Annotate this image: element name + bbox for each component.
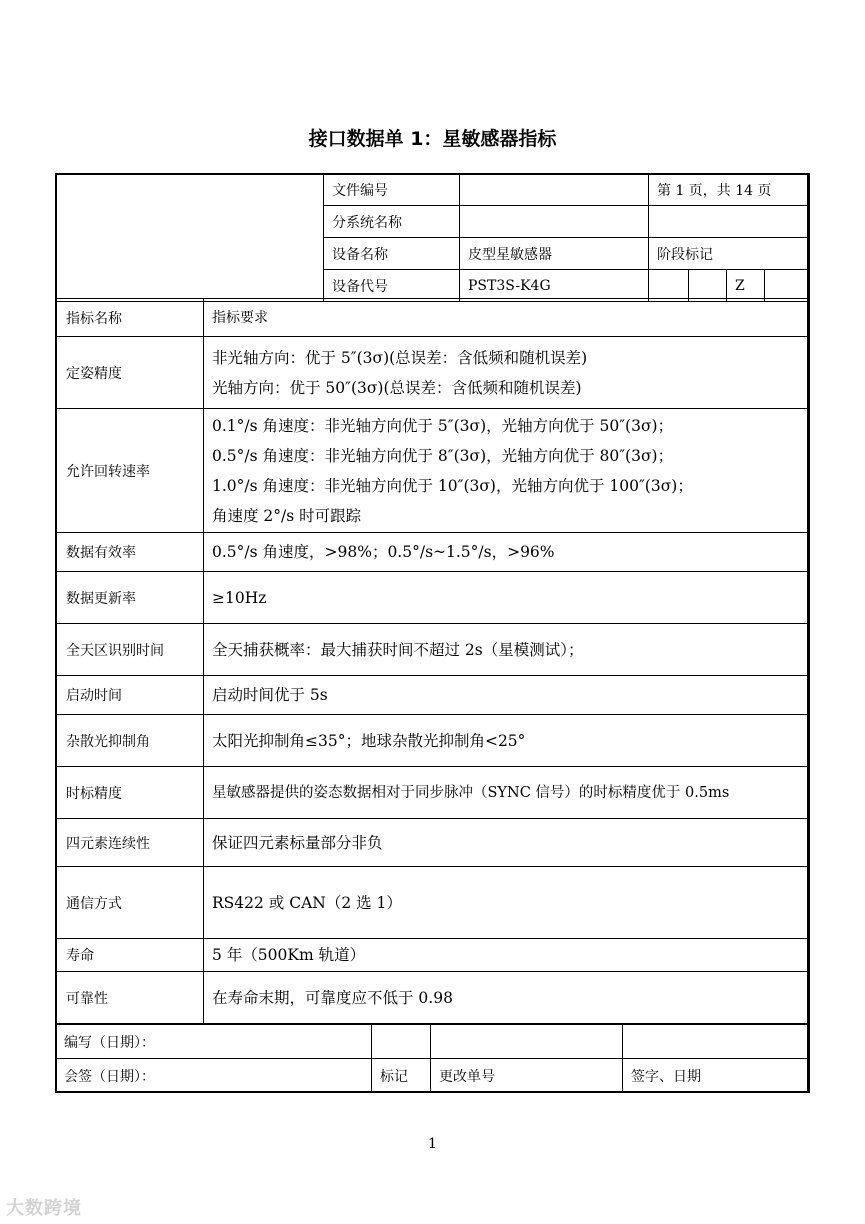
spec-requirement [204,409,810,533]
spec-name: 启动时间 [56,676,204,715]
stage-cell-2 [689,270,727,302]
subsystem-value [460,206,649,238]
header-table [55,173,810,302]
sign-date-label: 签字、日期 [623,1059,810,1093]
device-code-label: 设备代号 [324,270,460,302]
subsystem-label: 分系统名称 [324,206,460,238]
mark-label: 标记 [372,1059,431,1093]
signoff-table [55,1024,810,1093]
spec-requirement: 5 年（500Km 轨道） [204,939,810,972]
spec-name: 四元素连续性 [56,819,204,867]
spec-line: 1.0°/s 角速度：非光轴方向优于 10″(3σ)，光轴方向优于 100″(3σ)； [212,476,693,495]
stage-cell-4 [765,270,810,302]
spec-requirement: 在寿命末期，可靠度应不低于 0.98 [204,972,810,1024]
author-label: 编写（日期）： [56,1025,372,1059]
spec-requirement: 启动时间优于 5s [204,676,810,715]
spec-requirement: ≥10Hz [204,572,810,624]
blank-cell [623,1025,810,1059]
stage-cell-1 [649,270,689,302]
spec-name: 数据有效率 [56,533,204,572]
device-name-value: 皮型星敏感器 [460,238,649,270]
stage-label: 阶段标记 [649,238,810,270]
blank-cell [431,1025,623,1059]
change-no-label: 更改单号 [431,1059,623,1093]
page-number: 1 [428,1136,437,1152]
spec-name: 全天区识别时间 [56,624,204,676]
spec-name: 可靠性 [56,972,204,1024]
spec-table [55,298,810,1024]
spec-requirement: 星敏感器提供的姿态数据相对于同步脉冲（SYNC 信号）的时标精度优于 0.5ms [204,767,810,819]
subsystem-extra [649,206,810,238]
spec-requirement [204,337,810,409]
spec-name: 时标精度 [56,767,204,819]
spec-name: 通信方式 [56,867,204,939]
spec-requirement: 保证四元素标量部分非负 [204,819,810,867]
spec-line: 光轴方向：优于 50″(3σ)(总误差：含低频和随机误差) [212,378,582,397]
spec-col-name: 指标名称 [56,299,204,337]
header-blank-cell [56,174,324,302]
stage-value: Z [727,270,765,302]
page-title: 接口数据单 1：星敏感器指标 [308,128,557,150]
spec-line: 非光轴方向：优于 5″(3σ)(总误差：含低频和随机误差) [212,348,588,367]
watermark: 大数跨境 [6,1198,82,1219]
spec-name: 杂散光抑制角 [56,715,204,767]
spec-line: 0.1°/s 角速度：非光轴方向优于 5″(3σ)，光轴方向优于 50″(3σ)； [212,416,674,435]
spec-requirement: 太阳光抑制角≤35°；地球杂散光抑制角<25° [204,715,810,767]
spec-requirement: 0.5°/s 角速度，>98%；0.5°/s~1.5°/s，>96% [204,533,810,572]
file-no-label: 文件编号 [324,174,460,206]
spec-line: 0.5°/s 角速度：非光轴方向优于 8″(3σ)，光轴方向优于 80″(3σ)； [212,446,674,465]
spec-requirement: RS422 或 CAN（2 选 1） [204,867,810,939]
spec-name: 寿命 [56,939,204,972]
spec-requirement: 全天捕获概率：最大捕获时间不超过 2s（星模测试）； [204,624,810,676]
spec-name: 允许回转速率 [56,409,204,533]
device-name-label: 设备名称 [324,238,460,270]
page-info: 第 1 页，共 14 页 [649,174,810,206]
spec-line: 角速度 2°/s 时可跟踪 [212,506,362,525]
spec-name: 定姿精度 [56,337,204,409]
spec-name: 数据更新率 [56,572,204,624]
device-code-value: PST3S-K4G [460,270,649,302]
file-no-value [460,174,649,206]
spec-col-req: 指标要求 [204,299,810,337]
countersign-label: 会签（日期）： [56,1059,372,1093]
blank-cell [372,1025,431,1059]
